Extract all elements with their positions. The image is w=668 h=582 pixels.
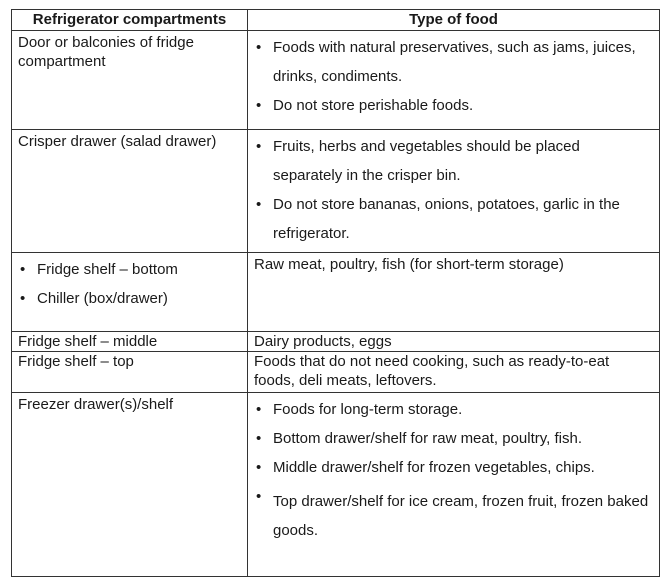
food-cell: [248, 130, 660, 253]
compartment-cell: [12, 253, 248, 332]
list-item: • Foods for long-term storage.: [254, 395, 653, 424]
list-item: • Fridge shelf – bottom: [18, 255, 241, 284]
table-row: [12, 393, 660, 577]
storage-table: [11, 9, 660, 577]
compartment-cell: [12, 393, 248, 577]
food-cell: [248, 332, 660, 352]
table-row: [12, 352, 660, 393]
compartment-text: Fridge shelf – top: [18, 353, 134, 370]
list-item: • Middle drawer/shelf for frozen vegetables, chips.: [254, 453, 653, 482]
compartment-list: [18, 255, 241, 313]
list-item: • Bottom drawer/shelf for raw meat, poultry, fish.: [254, 424, 653, 453]
compartment-text: Freezer drawer(s)/shelf: [18, 396, 174, 413]
food-cell: [248, 352, 660, 393]
food-text: Dairy products, eggs: [254, 333, 392, 350]
food-list: [254, 132, 653, 248]
compartment-cell: [12, 352, 248, 393]
table-row: [12, 31, 660, 130]
compartment-cell: [12, 31, 248, 130]
food-cell: [248, 393, 660, 577]
list-item: • Foods with natural preservatives, such as jams, juices, drinks, condiments.: [254, 33, 653, 91]
header-compartments: Refrigerator compartments: [12, 10, 248, 31]
table-row: [12, 332, 660, 352]
food-text: Foods that do not need cooking, such as ready-to-eat foods, deli meats, leftovers.: [254, 353, 610, 389]
list-item: • Chiller (box/drawer): [18, 284, 241, 313]
compartment-cell: [12, 130, 248, 253]
table-row: [12, 130, 660, 253]
compartment-text: Door or balconies of fridge compartment: [18, 34, 194, 70]
list-item: • Do not store perishable foods.: [254, 91, 653, 120]
food-list: [254, 33, 653, 120]
food-list: [254, 395, 653, 545]
compartment-text: Crisper drawer (salad drawer): [18, 133, 217, 150]
header-type-of-food: Type of food: [248, 10, 660, 31]
compartment-text: Fridge shelf – middle: [18, 333, 158, 350]
food-text: Raw meat, poultry, fish (for short-term storage): [254, 256, 564, 273]
food-cell: [248, 253, 660, 332]
list-item: • Fruits, herbs and vegetables should be placed separately in the crisper bin.: [254, 132, 653, 190]
list-item: • Do not store bananas, onions, potatoes, garlic in the refrigerator.: [254, 190, 653, 248]
table-header-row: [12, 10, 660, 31]
list-item: • Top drawer/shelf for ice cream, frozen fruit, frozen baked goods.: [254, 482, 653, 545]
compartment-cell: [12, 332, 248, 352]
food-cell: [248, 31, 660, 130]
table-row: [12, 253, 660, 332]
